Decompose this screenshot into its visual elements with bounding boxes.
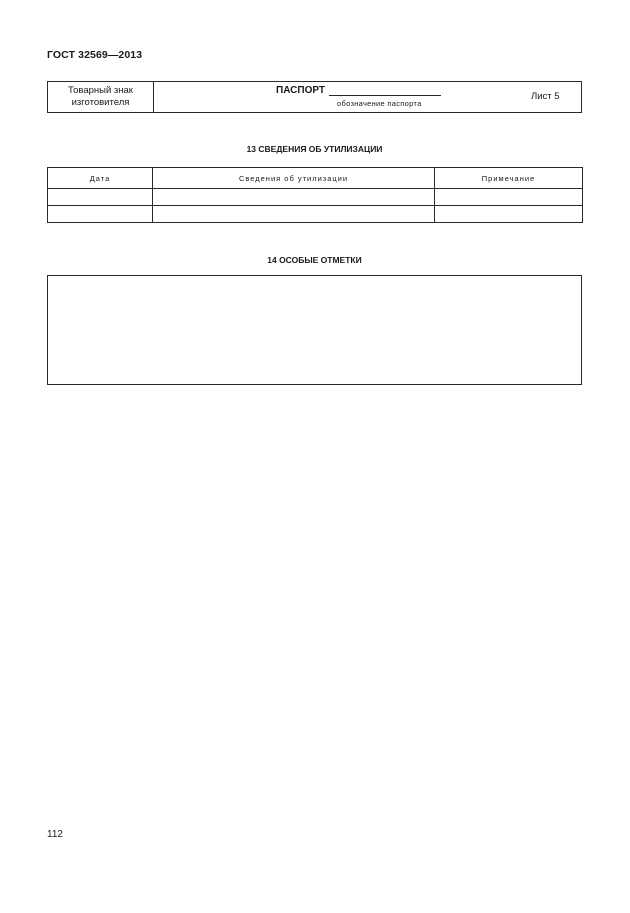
column-header-note: Примечание <box>435 168 583 189</box>
utilization-table <box>47 167 583 223</box>
section-14-title: 14 ОСОБЫЕ ОТМЕТКИ <box>267 255 362 265</box>
page-number: 112 <box>47 829 63 840</box>
note-cell[interactable] <box>435 189 583 206</box>
table-header-row <box>48 168 583 189</box>
date-cell[interactable] <box>48 206 153 223</box>
utilization-info-cell[interactable] <box>153 206 435 223</box>
document-code: ГОСТ 32569—2013 <box>47 49 143 61</box>
passport-header <box>47 81 582 113</box>
column-header-utilization-info: Сведения об утилизации <box>153 168 435 189</box>
column-header-date: Дата <box>48 168 153 189</box>
table-row <box>48 206 583 223</box>
table-row <box>48 189 583 206</box>
special-notes-box[interactable] <box>47 275 582 385</box>
section-13-title: 13 СВЕДЕНИЯ ОБ УТИЛИЗАЦИИ <box>246 144 383 154</box>
trademark-label-line2: изготовителя <box>71 97 130 108</box>
passport-label: ПАСПОРТ <box>276 85 325 96</box>
passport-designation-field[interactable] <box>329 95 441 96</box>
trademark-label-line1: Товарный знак <box>68 85 133 96</box>
note-cell[interactable] <box>435 206 583 223</box>
utilization-info-cell[interactable] <box>153 189 435 206</box>
manufacturer-trademark-cell <box>48 82 154 112</box>
sheet-number: Лист 5 <box>531 91 560 102</box>
passport-designation-caption: обозначение паспорта <box>337 99 422 108</box>
date-cell[interactable] <box>48 189 153 206</box>
